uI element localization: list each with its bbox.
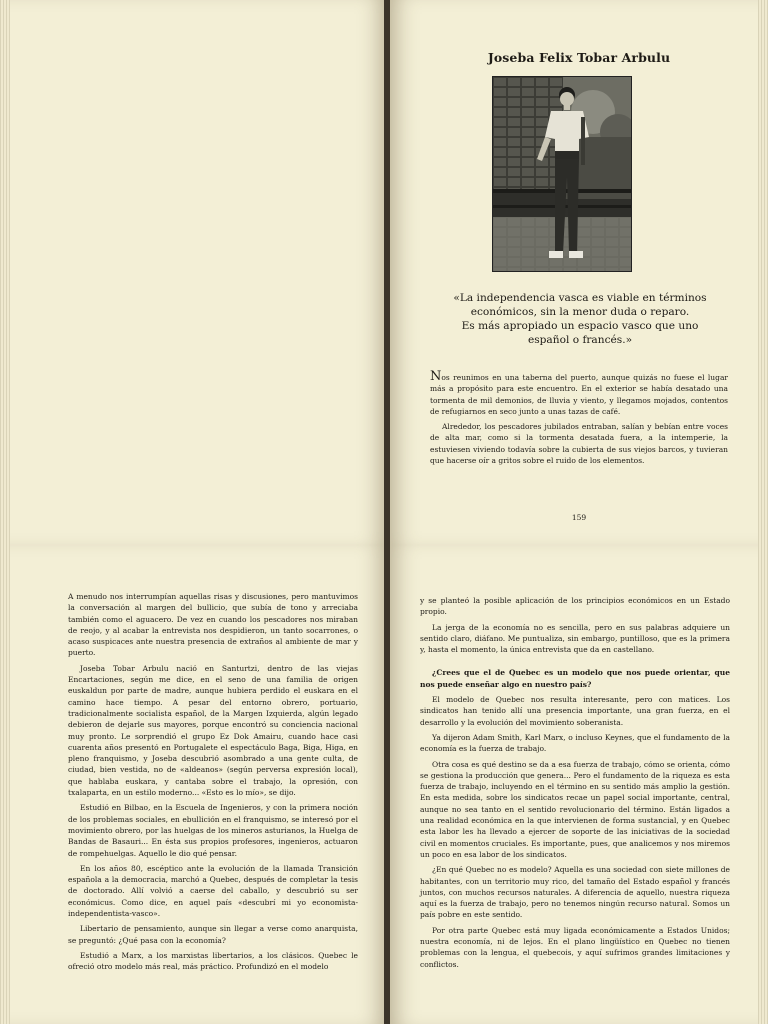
quote-line: Es más apropiado un espacio vasco que uno [461, 320, 699, 332]
pull-quote [430, 291, 730, 347]
paragraph: Otra cosa es qué destino se da a esa fuerza de trabajo, cómo se orienta, cómo se gestiona la producción que genera... Pero el fundamento de la riqueza es esta fuerza de trabajo, incluyendo en el término en su sentido más amplio la gestión. En esta medida, sobre los sindicatos recae un papel social importante, central, aunque no sea tanto en el sentido revolucionario del término. Están ligados a una realidad económica en la que intervienen de forma sustancial, y en Quebec esta labor les ha llevado a ejercer de soporte de las iniciativas de la sociedad civil en momentos cruciales. Es importante, pues, que analicemos y nos miremos un poco en esa labor de los sindicatos. [420, 759, 730, 859]
author-name: Joseba Felix Tobar Arbulu [487, 50, 671, 65]
quote-line: español o francés.» [527, 334, 633, 346]
quote-line: «La independencia vasca es viable en términos [453, 292, 707, 304]
paragraph: Joseba Tobar Arbulu nació en Santurtzi, dentro de las viejas Encartaciones, según me dice, en el seno de una familia de origen euskaldun por parte de madre, aunque hubiera perdido el euskara en el camino hace tiempo. A pesar del entorno obrero, portuario, tradicionalmente socialista español, de la Margen Izquierda, algún legado debieron de dejarle sus mayores, porque encontró su conciencia nacional muy pronto. Le sorprendió el grupo Ez Dok Amairu, cuando hace casi cuarenta años presentó en Portugalete el espectáculo Baga, Biga, Higa, en pleno franquismo, y Joseba descubrió asombrado a una gente culta, de ciudad, bien vestida, no de «aldeanos» (según perversa expresión local), que hablaba euskara, y cantaba sobre el trabajo, la opresión, con txalaparta, en un estilo moderno... «Esto es lo mío», se dijo. [68, 663, 358, 798]
body-right-page [390, 545, 768, 1024]
paragraph [430, 369, 728, 417]
bottom-spread [0, 545, 768, 1024]
paragraph: ¿En qué Quebec no es modelo? Aquella es una sociedad con siete millones de habitantes, con un territorio muy rico, del tamaño del Estado español y francés juntos, con muchos recursos naturales. A diferencia de aquello, nuestra riqueza aquí es la fuerza de trabajo, pero no tenemos ningún recurso natural. Somos un país pobre en este sentido. [420, 865, 730, 920]
author-photo [492, 76, 632, 272]
paragraph: Estudió en Bilbao, en la Escuela de Ingenieros, y con la primera noción de los problemas sociales, en ebullición en el franquismo, se interesó por el movimiento obrero, por las huelgas de los mineros asturianos, la Huelga de Bandas de Basauri... En ésta sus propios profesores, ingenieros, actuaron de rompehuelgas. Aquello le dio qué pensar. [68, 803, 358, 858]
paragraph: La jerga de la economía no es sencilla, pero en sus palabras adquiere un sentido claro, diáfano. Me puntualiza, sin embargo, puntilloso, que es la primera y, hasta el momento, la única entrevista que da en castellano. [420, 622, 730, 655]
opening-text [430, 369, 728, 466]
paragraph-text: os reunimos en una taberna del puerto, aunque quizás no fuese el lugar más a propósito para este encuentro. En el exterior se había desatado una tormenta de mil demonios, de lluvia y viento, y llegamos mojados, contentos de refugiarnos en seco junto a unas tazas de café. [430, 373, 728, 416]
page-edge [758, 0, 768, 545]
page-edge [758, 545, 768, 1024]
paragraph: El modelo de Quebec nos resulta interesante, pero con matices. Los sindicatos han tenido allí una presencia importante, una gran fuerza, en el desarrollo y la evolución del movimiento soberanista. [420, 695, 730, 727]
quote-line: económicos, sin la menor duda o reparo. [470, 306, 690, 318]
author-photo-image [493, 77, 631, 271]
page-edge [0, 0, 10, 545]
paragraph: Por otra parte Quebec está muy ligada económicamente a Estados Unidos; nuestra economía, ni de lejos. En el plano lingüístico en Quebec no tienen problemas con la lengua, el quebecois, y aquí sufrimos grandes limitaciones y conflictos. [420, 925, 730, 969]
blank-left-page [0, 0, 386, 545]
drop-cap: N [430, 369, 442, 384]
interview-question: ¿Crees que el de Quebec es un modelo que nos puede orientar, que nos puede enseñar algo en nuestro país? [420, 668, 730, 689]
body-text [420, 595, 730, 970]
body-text [68, 591, 358, 973]
paragraph: Libertario de pensamiento, aunque sin llegar a verse como anarquista, se preguntó: ¿Qué pasa con la economía? [68, 924, 358, 945]
page-edge [0, 545, 10, 1024]
body-left-page [0, 545, 386, 1024]
paragraph: Ya dijeron Adam Smith, Karl Marx, o incluso Keynes, que el fundamento de la economía es la fuerza de trabajo. [420, 732, 730, 754]
chapter-opening-page [390, 0, 768, 545]
paragraph: y se planteó la posible aplicación de los principios económicos en un Estado propio. [420, 596, 730, 617]
paragraph: A menudo nos interrumpían aquellas risas y discusiones, pero mantuvimos la conversación al margen del bullicio, que subía de tono y arreciaba también como el aguacero. De vez en cuando los pescadores nos miraban de reojo, y al acabar la entrevista nos despidieron, un tanto socarrones, o acaso suspicaces ante nuestra presencia de extraños al ambiente de mar y puerto. [68, 592, 358, 658]
paragraph: En los años 80, escéptico ante la evolución de la llamada Transición española a la democracia, marchó a Quebec, después de completar la tesis de doctorado. Allí volvió a caerse del caballo, y descubrió su ser económicus. Como dice, en aquel país «descubrí mi yo economista-independentista-vasco». [68, 863, 358, 919]
paragraph: Alrededor, los pescadores jubilados entraban, salían y bebían entre voces de alta mar, como si la tormenta desatada fuera, a la intemperie, la estuviesen viviendo todavía sobre la cubierta de sus viejos barcos, y tuvieran que hacerse oír a gritos sobre el ruido de los elementos. [430, 422, 728, 466]
page-number: 159 [571, 513, 587, 522]
paragraph: Estudió a Marx, a los marxistas libertarios, a los clásicos. Quebec le ofreció otro modelo más real, más práctico. Profundizó en el modelo [68, 950, 358, 972]
